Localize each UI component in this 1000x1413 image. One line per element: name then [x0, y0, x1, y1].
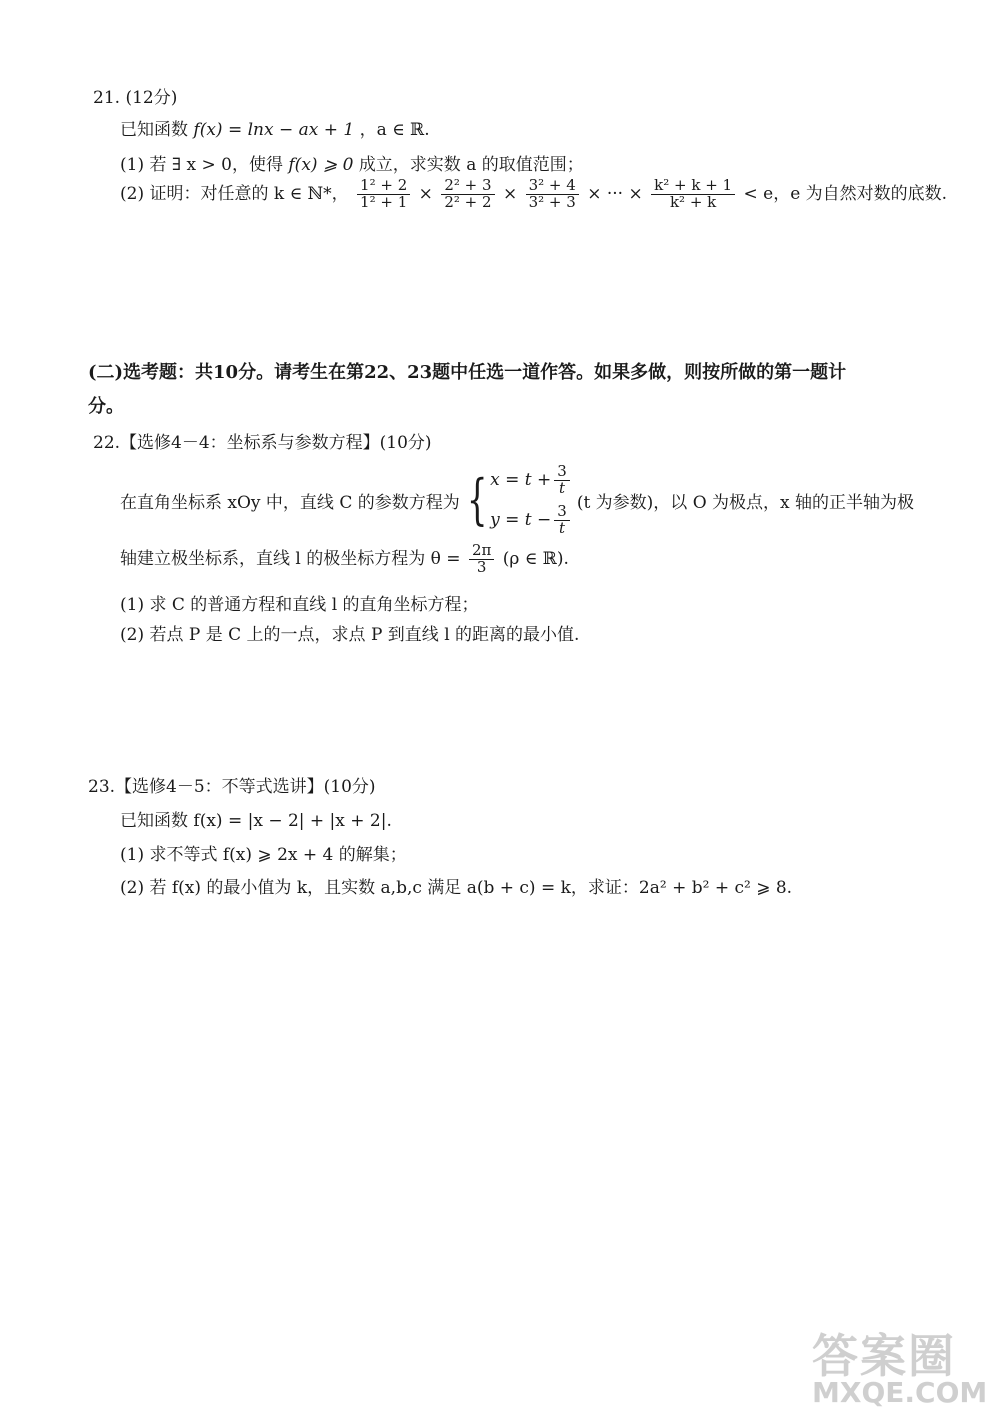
- times-sign: ×: [502, 183, 518, 204]
- parametric-system: [490, 460, 573, 540]
- q21-stem-suffix: ，a ∈ ℝ.: [359, 120, 430, 140]
- q23-part1: (1) 求不等式 f(x) ⩾ 2x + 4 的解集；: [120, 845, 407, 865]
- q21-fraction-3: $\frac{\text{3² + 4}}{\text{3² + 3}}$: [526, 178, 579, 211]
- section2-line1: (二)选考题：共10分。请考生在第22、23题中任选一道作答。如果多做，则按所做的第一题计: [88, 362, 847, 383]
- q21-part1: [120, 150, 584, 175]
- q21-stem: [120, 115, 430, 140]
- q21-stem-prefix: 已知函数: [120, 120, 188, 140]
- left-brace-icon: {: [466, 468, 488, 531]
- q23-header: 23.【选修4－5：不等式选讲】(10分): [88, 777, 376, 797]
- watermark-logo: 答案圈: [812, 1329, 956, 1383]
- q22-stem-prefix: 在直角坐标系 xOy 中，直线 C 的参数方程为: [120, 492, 460, 513]
- param-eq-x: x = t + $\frac{3}{t}$: [490, 460, 573, 500]
- q22-part1: (1) 求 C 的普通方程和直线 l 的直角坐标方程；: [120, 595, 479, 615]
- q21-fraction-1: $\frac{\text{1² + 2}}{\text{1² + 1}}$: [357, 178, 410, 211]
- q22-part2: (2) 若点 P 是 C 上的一点，求点 P 到直线 l 的距离的最小值.: [120, 625, 580, 645]
- q21-part1-prefix: (1) 若 ∃ x > 0，使得: [120, 155, 283, 175]
- watermark-site: MXQE.COM: [812, 1376, 988, 1409]
- q22-line2-suffix: (ρ ∈ ℝ).: [502, 548, 569, 569]
- q22-line2: [120, 543, 569, 576]
- q21-stem-func: f(x) = lnx − ax + 1: [193, 120, 355, 140]
- q21-part2-prefix: (2) 证明：对任意的 k ∈ ℕ*，: [120, 183, 349, 204]
- q22-line2-prefix: 轴建立极坐标系，直线 l 的极坐标方程为 θ =: [120, 548, 461, 569]
- q23-stem: 已知函数 f(x) = |x − 2| + |x + 2|.: [120, 811, 392, 831]
- q22-header: 22.【选修4－4：坐标系与参数方程】(10分): [93, 433, 432, 453]
- q21-part1-func: f(x) ⩾ 0: [288, 155, 354, 175]
- q21-fraction-2: $\frac{\text{2² + 3}}{\text{2² + 2}}$: [441, 178, 494, 211]
- q21-header: 21. (12分): [93, 88, 178, 108]
- q21-part2-suffix: < e，e 为自然对数的底数.: [743, 183, 948, 204]
- times-sign: ×: [418, 183, 433, 204]
- q22-stem-suffix: (t 为参数)，以 O 为极点，x 轴的正半轴为极: [576, 492, 915, 513]
- q21-part2: [120, 178, 947, 211]
- q21-fraction-4: $\frac{\text{k² + k + 1}}{\text{k² + k}}$: [651, 178, 735, 211]
- ellipsis: × ··· ×: [587, 183, 643, 204]
- q21-part1-suffix: 成立，求实数 a 的取值范围；: [358, 155, 584, 175]
- section2-line2: 分。: [88, 396, 124, 417]
- q23-part2: (2) 若 f(x) 的最小值为 k，且实数 a,b,c 满足 a(b + c) = k，求证：2a² + b² + c² ⩾ 8.: [120, 878, 793, 898]
- theta-fraction: $\frac{2\pi}{3}$: [469, 543, 494, 576]
- q22-stem: [120, 460, 914, 540]
- param-eq-y: y = t − $\frac{3}{t}$: [490, 500, 573, 540]
